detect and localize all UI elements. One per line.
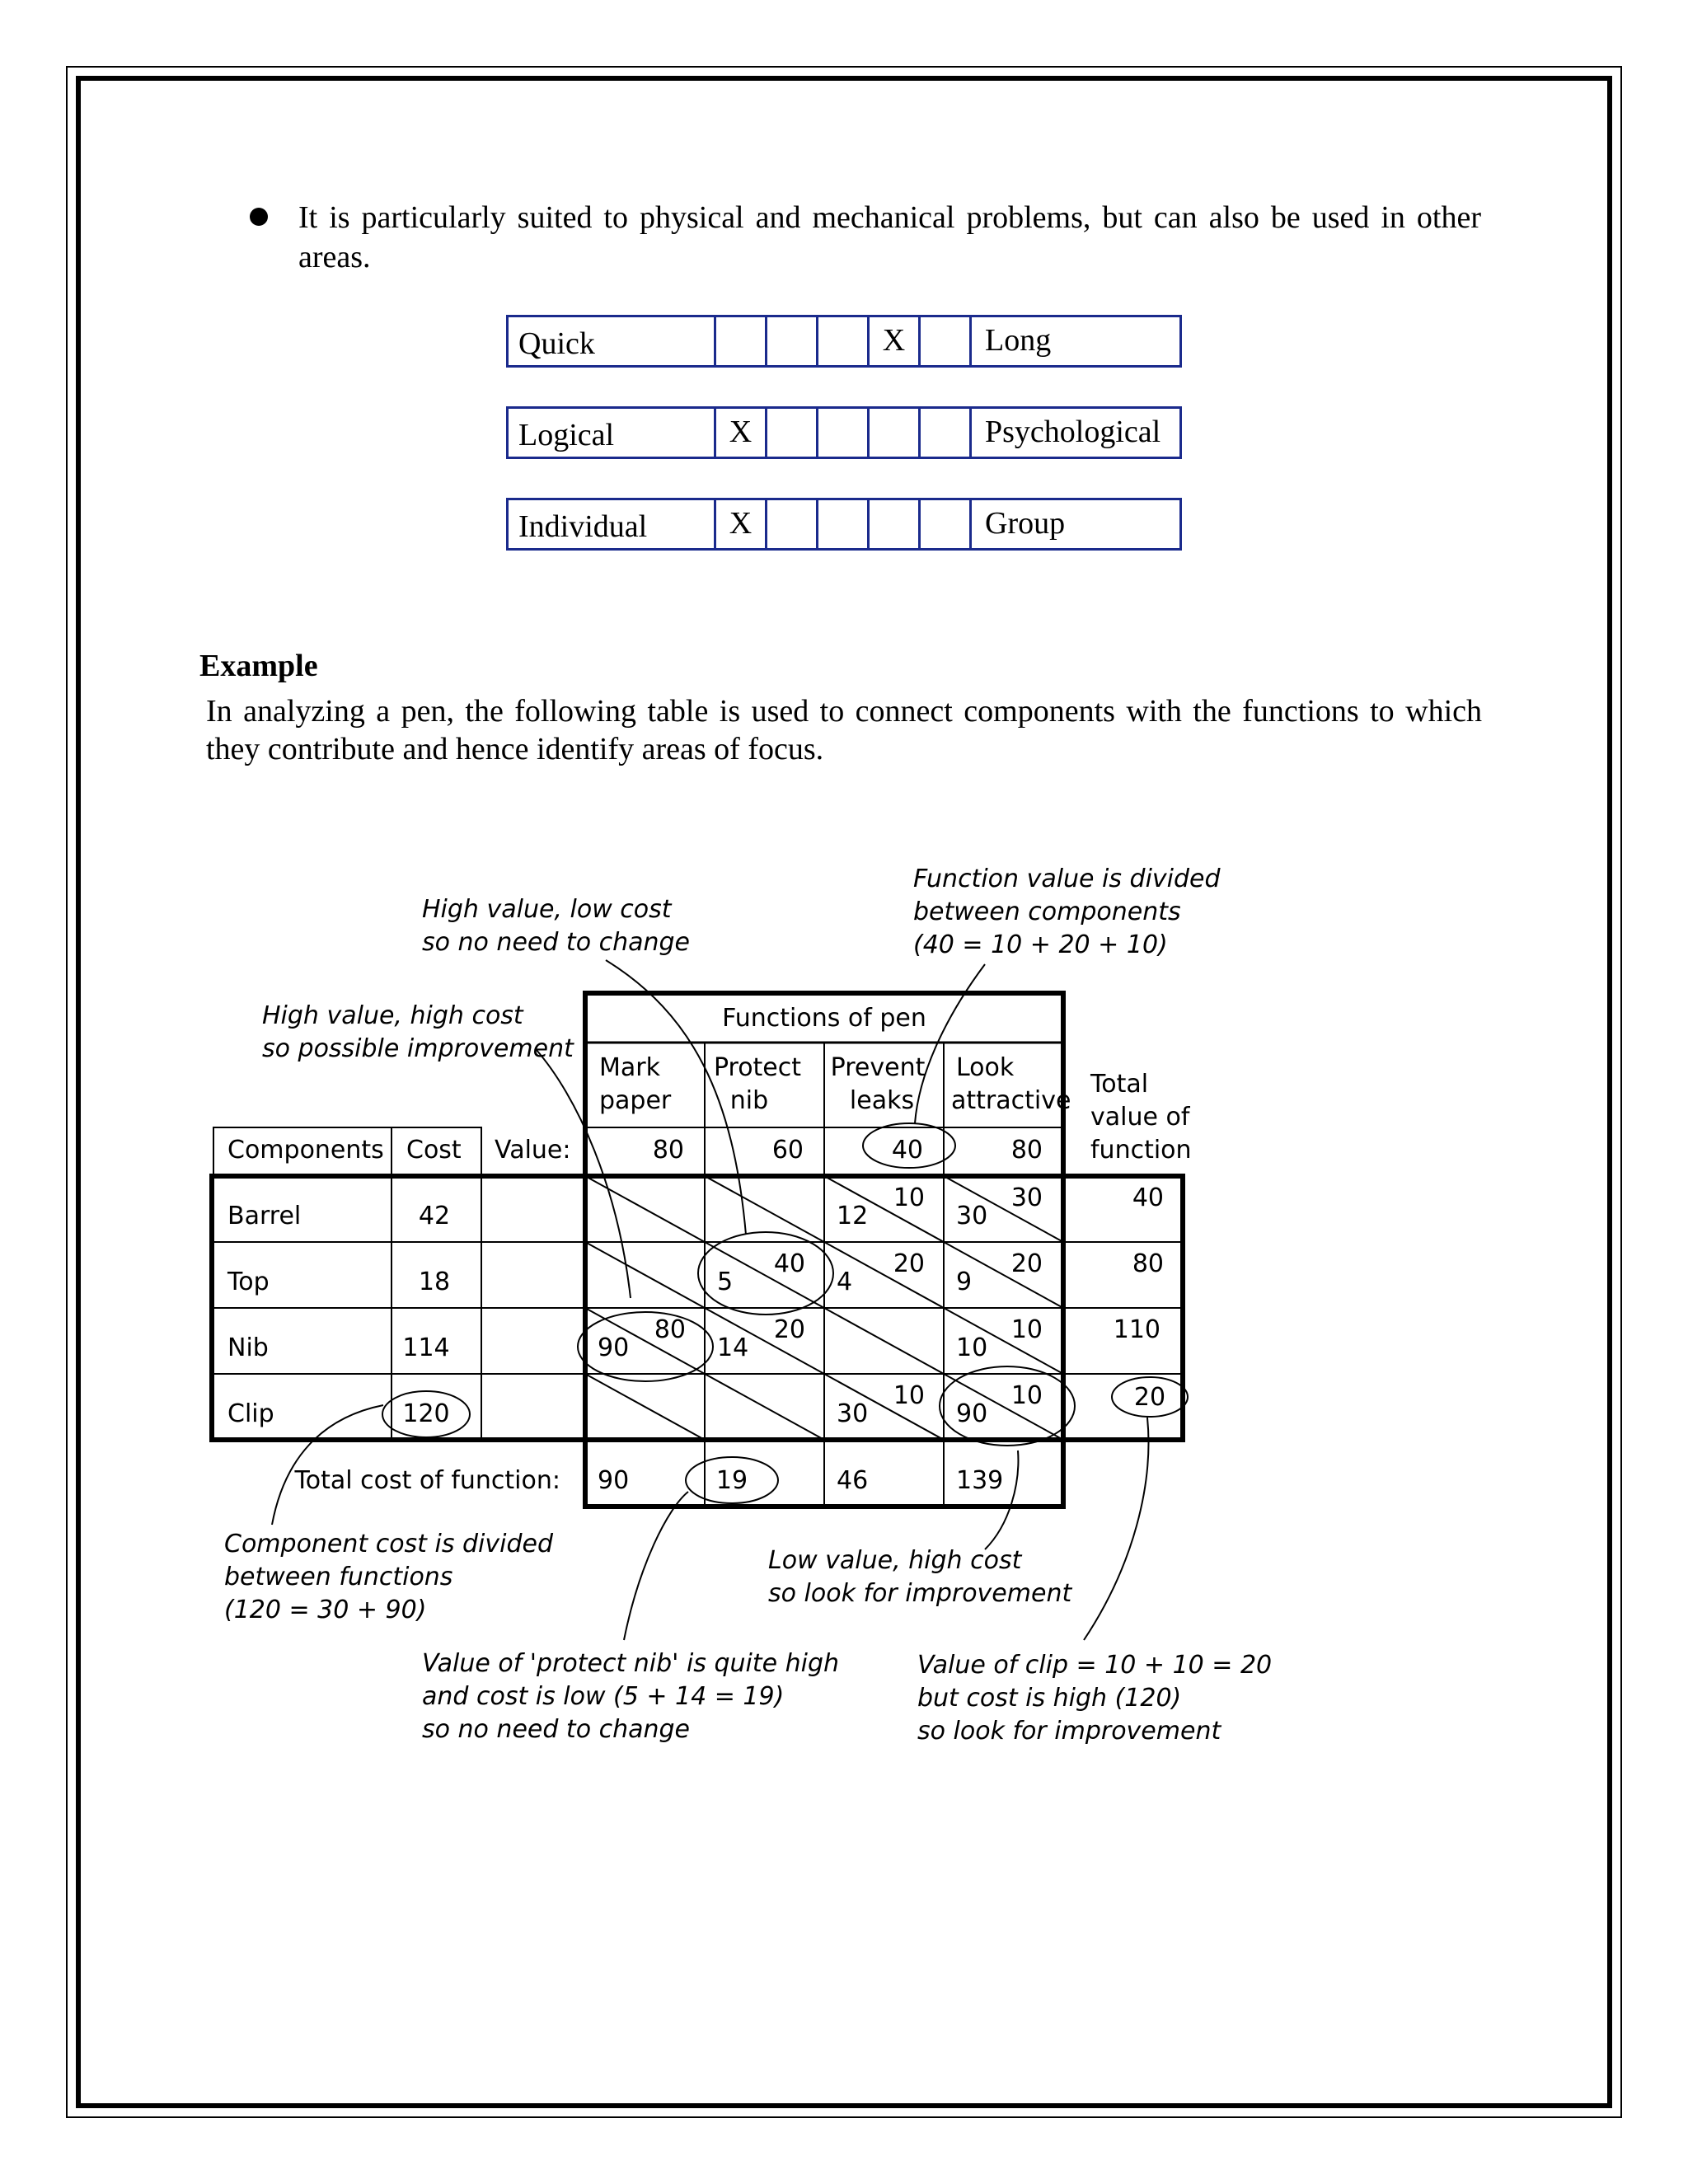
function-name: Prevent	[830, 1053, 926, 1082]
function-name: attractive	[951, 1086, 1071, 1115]
highlight-ellipses	[382, 1123, 1188, 1503]
function-value: 40	[891, 1136, 923, 1165]
annotation-component-cost-divided: between functions	[224, 1563, 453, 1591]
rating-cell: X	[716, 500, 767, 548]
component-name: Top	[227, 1268, 270, 1296]
annotation-protect-nib: so no need to change	[422, 1715, 690, 1744]
rating-right-label: Psychological	[985, 415, 1161, 449]
cell-value: 20	[773, 1315, 805, 1344]
annotation-function-value-divided: Function value is divided	[913, 865, 1221, 893]
function-name: Mark	[599, 1053, 660, 1082]
annotation-protect-nib: and cost is low (5 + 14 = 19)	[422, 1682, 785, 1711]
component-name: Clip	[227, 1399, 274, 1428]
components-header: Components	[227, 1136, 384, 1165]
function-name: Look	[956, 1053, 1015, 1082]
row-total-value: 80	[1132, 1249, 1164, 1278]
annotation-high-value-high-cost: so possible improvement	[262, 1034, 574, 1063]
annotation-high-value-high-cost: High value, high cost	[262, 1001, 523, 1030]
functions-header: Functions of pen	[722, 1004, 926, 1033]
rating-left-label: Logical	[509, 409, 716, 457]
cell-cost: 90	[598, 1333, 630, 1362]
total-value-header: function	[1090, 1136, 1192, 1165]
total-cost-label: Total cost of function:	[294, 1466, 560, 1495]
cell-cost: 10	[956, 1333, 988, 1362]
component-cost: 120	[402, 1399, 450, 1428]
function-name: paper	[599, 1086, 672, 1115]
function-name: Protect	[713, 1053, 802, 1082]
cost-header: Cost	[406, 1136, 462, 1165]
rating-left-label: Individual	[509, 500, 716, 548]
annotation-clip-value: so look for improvement	[917, 1717, 1221, 1746]
rating-cell: X	[870, 317, 921, 365]
cell-value: 10	[893, 1381, 925, 1410]
total-cost: 19	[715, 1466, 748, 1495]
value-label: Value:	[495, 1136, 571, 1165]
component-cost: 42	[418, 1202, 451, 1230]
example-text: In analyzing a pen, the following table is used to connect components with the functions to which they contribute and hence identify areas of focus.	[206, 694, 1482, 766]
cell-value: 20	[893, 1249, 925, 1278]
cell-cost: 12	[837, 1202, 869, 1230]
rating-left-label: Quick	[509, 317, 716, 365]
cell-cost: 5	[717, 1268, 734, 1296]
row-total-value: 110	[1113, 1315, 1160, 1344]
row-total-value: 20	[1133, 1383, 1166, 1412]
function-value: 80	[652, 1136, 684, 1165]
bullet-text: It is particularly suited to physical and mechanical problems, but can also be used in other areas.	[298, 200, 1481, 274]
cell-value: 10	[1010, 1315, 1043, 1344]
function-name: nib	[729, 1086, 769, 1115]
cell-cost: 9	[956, 1268, 973, 1296]
cell-value: 10	[893, 1183, 925, 1212]
function-value: 80	[1010, 1136, 1043, 1165]
annotation-high-value-low-cost: so no need to change	[422, 928, 690, 957]
cell-cost: 30	[837, 1399, 869, 1428]
function-name: leaks	[849, 1086, 915, 1115]
annotation-component-cost-divided: Component cost is divided	[224, 1530, 553, 1558]
cell-cost: 4	[837, 1268, 853, 1296]
cell-value: 40	[773, 1249, 805, 1278]
row-total-value: 40	[1132, 1183, 1164, 1212]
component-cost: 114	[402, 1333, 450, 1362]
cell-cost: 90	[956, 1399, 988, 1428]
annotation-high-value-low-cost: High value, low cost	[422, 895, 672, 924]
component-name: Nib	[227, 1333, 269, 1362]
total-value-header: Total	[1090, 1070, 1149, 1099]
cell-cost: 30	[956, 1202, 988, 1230]
annotation-low-value-high-cost: so look for improvement	[768, 1579, 1072, 1608]
annotation-component-cost-divided: (120 = 30 + 90)	[224, 1596, 427, 1624]
total-cost: 90	[598, 1466, 630, 1495]
annotation-function-value-divided: between components	[913, 898, 1181, 926]
cell-value: 80	[654, 1315, 686, 1344]
example-heading: Example	[199, 649, 318, 683]
rating-right-label: Group	[985, 506, 1066, 541]
total-value-header: value of	[1090, 1103, 1190, 1132]
rating-cell: X	[716, 409, 767, 457]
component-cost: 18	[418, 1268, 451, 1296]
total-cost: 46	[837, 1466, 869, 1495]
cell-value: 20	[1010, 1249, 1043, 1278]
annotation-clip-value: but cost is high (120)	[917, 1684, 1182, 1713]
annotation-function-value-divided: (40 = 10 + 20 + 10)	[913, 930, 1168, 959]
cell-cost: 14	[717, 1333, 749, 1362]
cell-value: 10	[1010, 1381, 1043, 1410]
component-name: Barrel	[227, 1202, 302, 1230]
rating-right-label: Long	[985, 323, 1052, 358]
cell-value: 30	[1010, 1183, 1043, 1212]
annotation-protect-nib: Value of 'protect nib' is quite high	[422, 1649, 840, 1678]
annotation-low-value-high-cost: Low value, high cost	[768, 1546, 1022, 1575]
function-value: 60	[771, 1136, 804, 1165]
total-cost: 139	[956, 1466, 1004, 1495]
annotation-clip-value: Value of clip = 10 + 10 = 20	[917, 1651, 1273, 1680]
